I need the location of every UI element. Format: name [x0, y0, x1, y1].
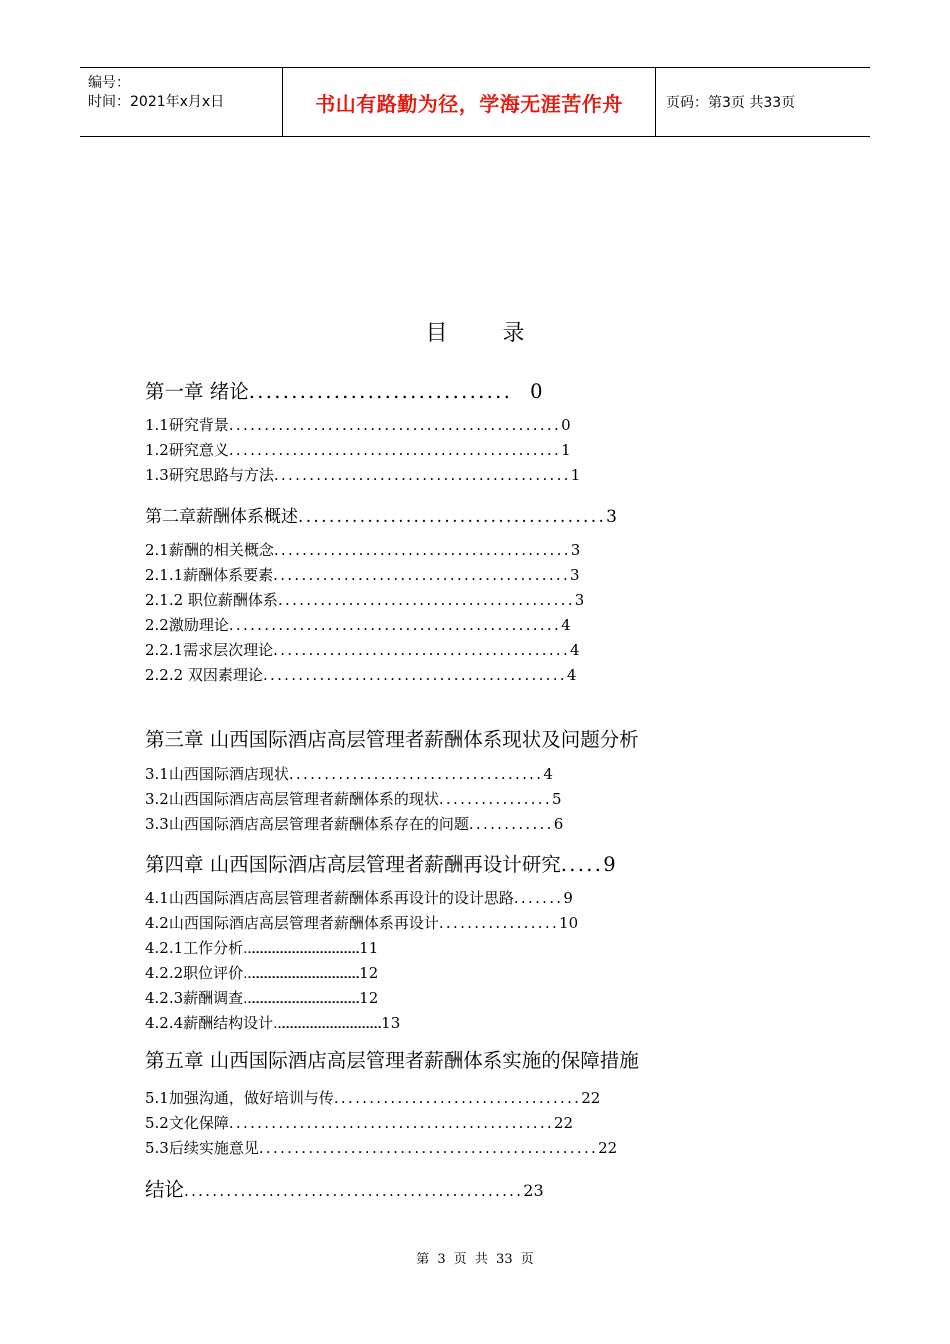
toc-entry[interactable]: 2.1.1薪酬体系要素 .......................................... 3	[145, 566, 580, 584]
toc-entry[interactable]: 5.3后续实施意见 ................................................ 22	[145, 1139, 618, 1157]
toc-entry[interactable]: 5.1加强沟通，做好培训与传 ................................... 22	[145, 1089, 601, 1107]
toc-entry[interactable]: 3.3山西国际酒店高层管理者薪酬体系存在的问题 ............ 6	[145, 815, 564, 833]
toc-entry[interactable]: 1.3研究思路与方法 .......................................... 1	[145, 466, 581, 484]
page-header	[80, 67, 870, 137]
toc-entry[interactable]: 2.2.2 双因素理论 ........................................... 4	[145, 666, 577, 684]
toc-entry[interactable]: 第三章 山西国际酒店高层管理者薪酬体系现状及问题分析	[145, 728, 639, 751]
toc-entry[interactable]: 2.1薪酬的相关概念 .......................................... 3	[145, 541, 581, 559]
toc-entry[interactable]: 2.2.1需求层次理论 .......................................... 4	[145, 641, 580, 659]
toc-entry[interactable]: 1.1研究背景 ............................................... 0	[145, 416, 571, 434]
toc-entry[interactable]: 4.1山西国际酒店高层管理者薪酬体系再设计的设计思路 ....... 9	[145, 889, 573, 907]
header-page-cell	[656, 68, 870, 136]
toc-entry[interactable]: 第二章薪酬体系概述 ........................................ 3	[145, 507, 617, 527]
toc-entry[interactable]: 4.2山西国际酒店高层管理者薪酬体系再设计 ................. 10	[145, 914, 579, 932]
toc-entry[interactable]: 结论 ................................................ 23	[145, 1178, 544, 1201]
number-label: 编号：	[88, 75, 130, 91]
toc-entry[interactable]: 第五章 山西国际酒店高层管理者薪酬体系实施的保障措施	[145, 1049, 639, 1072]
toc-entry[interactable]: 4.2.3薪酬调查 …………………………………………………………………………… 12	[145, 989, 379, 1007]
motto-text: 书山有路勤为径，学海无涯苦作舟	[315, 91, 623, 116]
toc-entry[interactable]: 1.2研究意义 ............................................... 1	[145, 441, 571, 459]
toc-entry[interactable]: 4.2.2职位评价 …………………………………………………………………………… 12	[145, 964, 379, 982]
page-info: 页码：第3页 共33页	[666, 95, 796, 111]
date-line: 时间：2021年x月x日	[88, 94, 225, 110]
header-motto-cell	[283, 68, 656, 136]
toc-entry[interactable]: 第四章 山西国际酒店高层管理者薪酬再设计研究 ..... 9	[145, 853, 616, 876]
toc-entry[interactable]: 4.2.4薪酬结构设计 ……………………………………………………………………… 13	[145, 1014, 401, 1032]
toc-entry[interactable]: 2.1.2 职位薪酬体系 .......................................... 3	[145, 591, 585, 609]
toc-entry[interactable]: 5.2文化保障 .............................................. 22	[145, 1114, 574, 1132]
toc-entry[interactable]: 3.2山西国际酒店高层管理者薪酬体系的现状 ................ 5	[145, 790, 562, 808]
header-meta-cell	[80, 68, 283, 136]
page-footer: 第 3 页 共 33 页	[416, 1252, 534, 1267]
toc-entry[interactable]: 2.2激励理论 ............................................... 4	[145, 616, 571, 634]
toc-entry[interactable]: 4.2.1工作分析 …………………………………………………………………………… 11	[145, 939, 379, 957]
toc-title: 目 录	[425, 321, 549, 346]
toc-entry[interactable]: 第一章 绪论 ............................... 0	[145, 380, 543, 403]
toc-entry[interactable]: 3.1山西国际酒店现状 .................................... 4	[145, 765, 553, 783]
